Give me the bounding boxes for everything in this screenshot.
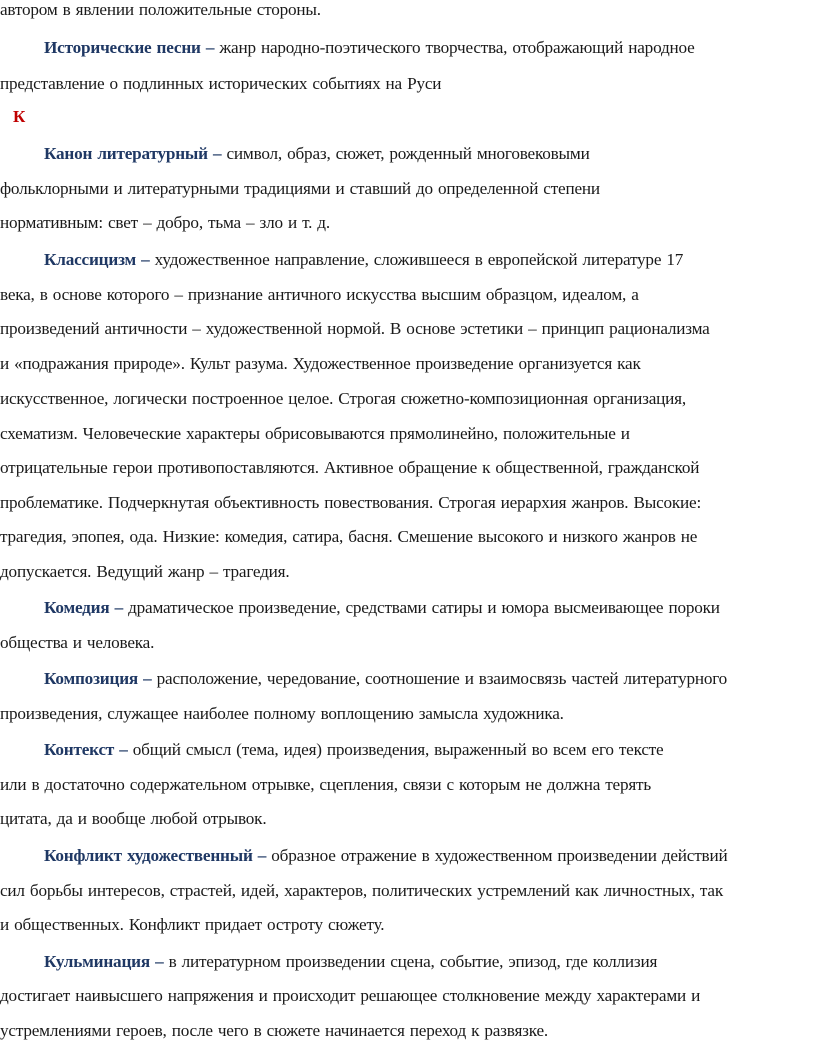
entry-conflict-line-1 [44,846,727,866]
definition-text: схематизм. Человеческие характеры обрисовываются прямолинейно, положительные и [0,424,630,443]
intro-tail-line [0,0,321,20]
definition-text: века, в основе которого – признание античного искусства высшим образцом, идеалом, а [0,285,639,304]
definition-text: нормативным: свет – добро, тьма – зло и т. д. [0,213,330,232]
definition-text: достигает наивысшего напряжения и происходит решающее столкновение между характерами и [0,986,701,1005]
entry-classicism-line-1 [44,250,683,270]
entry-climax-line-2 [0,986,700,1006]
definition-text: допускается. Ведущий жанр – трагедия. [0,562,290,581]
entry-context-line-3 [0,809,266,829]
definition-text: цитата, да и вообще любой отрывок. [0,809,267,828]
entry-composition-line-1 [44,669,727,689]
entry-climax-line-3 [0,1021,548,1041]
definition-text: проблематике. Подчеркнутая объективность повествования. Строгая иерархия жанров. Высокие: [0,493,702,512]
entry-composition-line-2 [0,704,564,724]
entry-canon-line-2 [0,179,600,199]
entry-context-line-1 [44,740,664,760]
entry-canon-line-3 [0,213,330,233]
definition-text: символ, образ, сюжет, рожденный многовековыми [226,144,590,163]
section-letter: К [13,107,26,126]
definition-text: в литературном произведении сцена, событие, эпизод, где коллизия [168,952,658,971]
definition-text: или в достаточно содержательном отрывке, сцепления, связи с которым не должна терять [0,775,652,794]
term-dash: – [143,669,152,688]
term-canon: Канон литературный [44,144,208,163]
term-composition: Композиция [44,669,138,688]
definition-text: драматическое произведение, средствами сатиры и юмора высмеивающее пороки [128,598,720,617]
definition-text: и общественных. Конфликт придает остроту сюжету. [0,915,385,934]
entry-comedy-line-2 [0,633,154,653]
definition-text: отрицательные герои противопоставляются. Активное обращение к общественной, гражданской [0,458,700,477]
definition-text: сил борьбы интересов, страстей, идей, характеров, политических устремлений как личностных, так [0,881,723,900]
entry-comedy-line-1 [44,598,720,618]
entry-classicism-line-3 [0,319,710,339]
intro-tail-text: автором в явлении положительные стороны. [0,0,321,19]
term-historical-songs: Исторические песни [44,38,201,57]
term-comedy: Комедия [44,598,110,617]
definition-text: фольклорными и литературными традициями и ставший до определенной степени [0,179,600,198]
definition-text: произведений античности – художественной нормой. В основе эстетики – принцип рационализма [0,319,710,338]
entry-classicism-line-7 [0,458,699,478]
term-classicism: Классицизм [44,250,137,269]
term-conflict: Конфликт художественный [44,846,253,865]
term-dash: – [119,740,128,759]
term-dash: – [114,598,123,617]
term-climax: Кульминация [44,952,150,971]
definition-text: образное отражение в художественном произведении действий [271,846,728,865]
entry-classicism-line-9 [0,527,697,547]
entry-historical-songs-line-2 [0,74,441,94]
definition-text: искусственное, логически построенное целое. Строгая сюжетно-композиционная организация, [0,389,686,408]
entry-classicism-line-8 [0,493,701,513]
entry-historical-songs-line-1 [44,38,695,58]
entry-context-line-2 [0,775,651,795]
definition-text: и «подражания природе». Культ разума. Художественное произведение организуется как [0,354,641,373]
entry-classicism-line-2 [0,285,639,305]
definition-text: общий смысл (тема, идея) произведения, выраженный во всем его тексте [132,740,664,759]
term-dash: – [205,38,215,57]
term-dash: – [212,144,222,163]
definition-text: жанр народно-поэтического творчества, отображающий народное [219,38,695,57]
term-context: Контекст [44,740,115,759]
entry-classicism-line-4 [0,354,641,374]
entry-classicism-line-10 [0,562,289,582]
definition-text: трагедия, эпопея, ода. Низкие: комедия, сатира, басня. Смешение высокого и низкого жанров не [0,527,698,546]
term-dash: – [141,250,150,269]
definition-text: произведения, служащее наиболее полному воплощению замысла художника. [0,704,564,723]
entry-conflict-line-3 [0,915,384,935]
term-dash: – [257,846,267,865]
definition-text: представление о подлинных исторических событиях на Руси [0,74,442,93]
entry-classicism-line-5 [0,389,686,409]
entry-climax-line-1 [44,952,657,972]
definition-text: устремлениями героев, после чего в сюжете начинается переход к развязке. [0,1021,548,1040]
entry-canon-line-1 [44,144,590,164]
definition-text: расположение, чередование, соотношение и взаимосвязь частей литературного [156,669,728,688]
entry-classicism-line-6 [0,424,630,444]
definition-text: художественное направление, сложившееся в европейской литературе 17 [154,250,684,269]
entry-conflict-line-2 [0,881,723,901]
term-dash: – [155,952,164,971]
definition-text: общества и человека. [0,633,155,652]
